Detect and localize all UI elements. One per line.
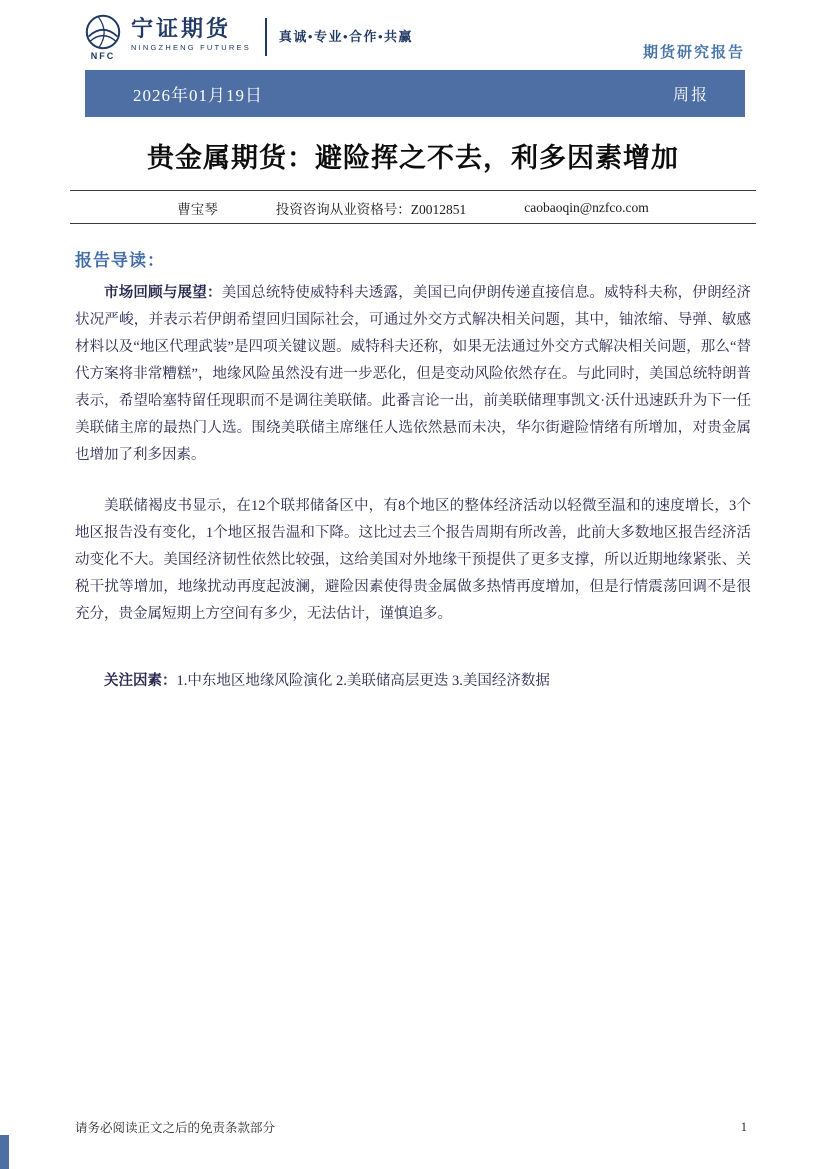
footer-disclaimer: 请务必阅读正文之后的免责条款部分 (75, 1121, 276, 1135)
report-type-label: 期货研究报告 (642, 45, 745, 61)
divider-line-top (70, 190, 756, 191)
paragraph-lead: 市场回顾与展望： (104, 285, 222, 301)
logo-icon-wrap (85, 14, 121, 61)
report-period-badge: 周报 (672, 87, 709, 104)
divider-line-bottom (70, 223, 756, 224)
author-qualification: 投资咨询从业资格号：Z0012851 (275, 202, 467, 217)
author-email: caobaoqin@nzfco.com (524, 200, 649, 215)
report-date: 2026年01月19日 (133, 86, 263, 105)
logo-nfc-text: NFC (90, 51, 116, 61)
brand-name-en: NINGZHENG FUTURES (131, 43, 251, 52)
page-number: 1 (740, 1119, 747, 1134)
nfc-globe-icon (85, 14, 121, 50)
paragraph-fed-beige-book: 美联储褐皮书显示，在12个联邦储备区中，有8个地区的整体经济活动以轻微至温和的速度增长，3个地区报告没有变化，1个地区报告温和下降。这比过去三个报告周期有所改善，此前大多数地区报告经济活动变化不大。美国经济韧性依然比较强，这给美国对外地缘干预提供了更多支撑，所以近期地缘紧张、关税干扰等增加，地缘扰动再度起波澜，避险因素使得贵金属做多热情再度增加，但是行情震荡回调不是很充分，贵金属短期上方空间有多少，无法估计，谨慎追多。 (75, 498, 751, 622)
page-footer (75, 1118, 747, 1136)
brand-text (131, 17, 251, 52)
company-logo (85, 14, 413, 61)
author-name: 曹宝琴 (177, 202, 218, 217)
date-bar (85, 70, 745, 117)
logo-divider (265, 18, 267, 56)
report-body (75, 280, 751, 695)
paragraph-market-review (75, 280, 751, 469)
report-title: 贵金属期货：避险挥之不去，利多因素增加 (147, 143, 679, 173)
byline (70, 196, 756, 220)
focus-lead: 关注因素： (104, 673, 177, 689)
focus-text: 1.中东地区地缘风险演化 2.美联储高层更迭 3.美国经济数据 (176, 673, 550, 689)
company-slogan: 真诚•专业•合作•共赢 (278, 29, 414, 44)
brand-name-cn: 宁证期货 (131, 16, 232, 41)
report-header (85, 14, 745, 64)
section-heading-report-guide: 报告导读： (75, 251, 165, 270)
paragraph-text: 美国总统特使威特科夫透露，美国已向伊朗传递直接信息。威特科夫称，伊朗经济状况严峻，并表示若伊朗希望回归国际社会，可通过外交方式解决相关问题，其中，铀浓缩、导弹、敏感材料以及“地区代理武装”是四项关键议题。威特科夫还称，如果无法通过外交方式解决相关问题，那么“替代方案将非常糟糕”，地缘风险虽然没有进一步恶化，但是变动风险依然存在。与此同时，美国总统特朗普表示，希望哈塞特留任现职而不是调往美联储。此番言论一出，前美联储理事凯文·沃什迅速跃升为下一任美联储主席的最热门人选。围绕美联储主席继任人选依然悬而未决，华尔街避险情绪有所增加，对贵金属也增加了利多因素。 (75, 285, 752, 463)
corner-accent-bar (0, 1135, 9, 1169)
focus-factors (75, 668, 751, 695)
